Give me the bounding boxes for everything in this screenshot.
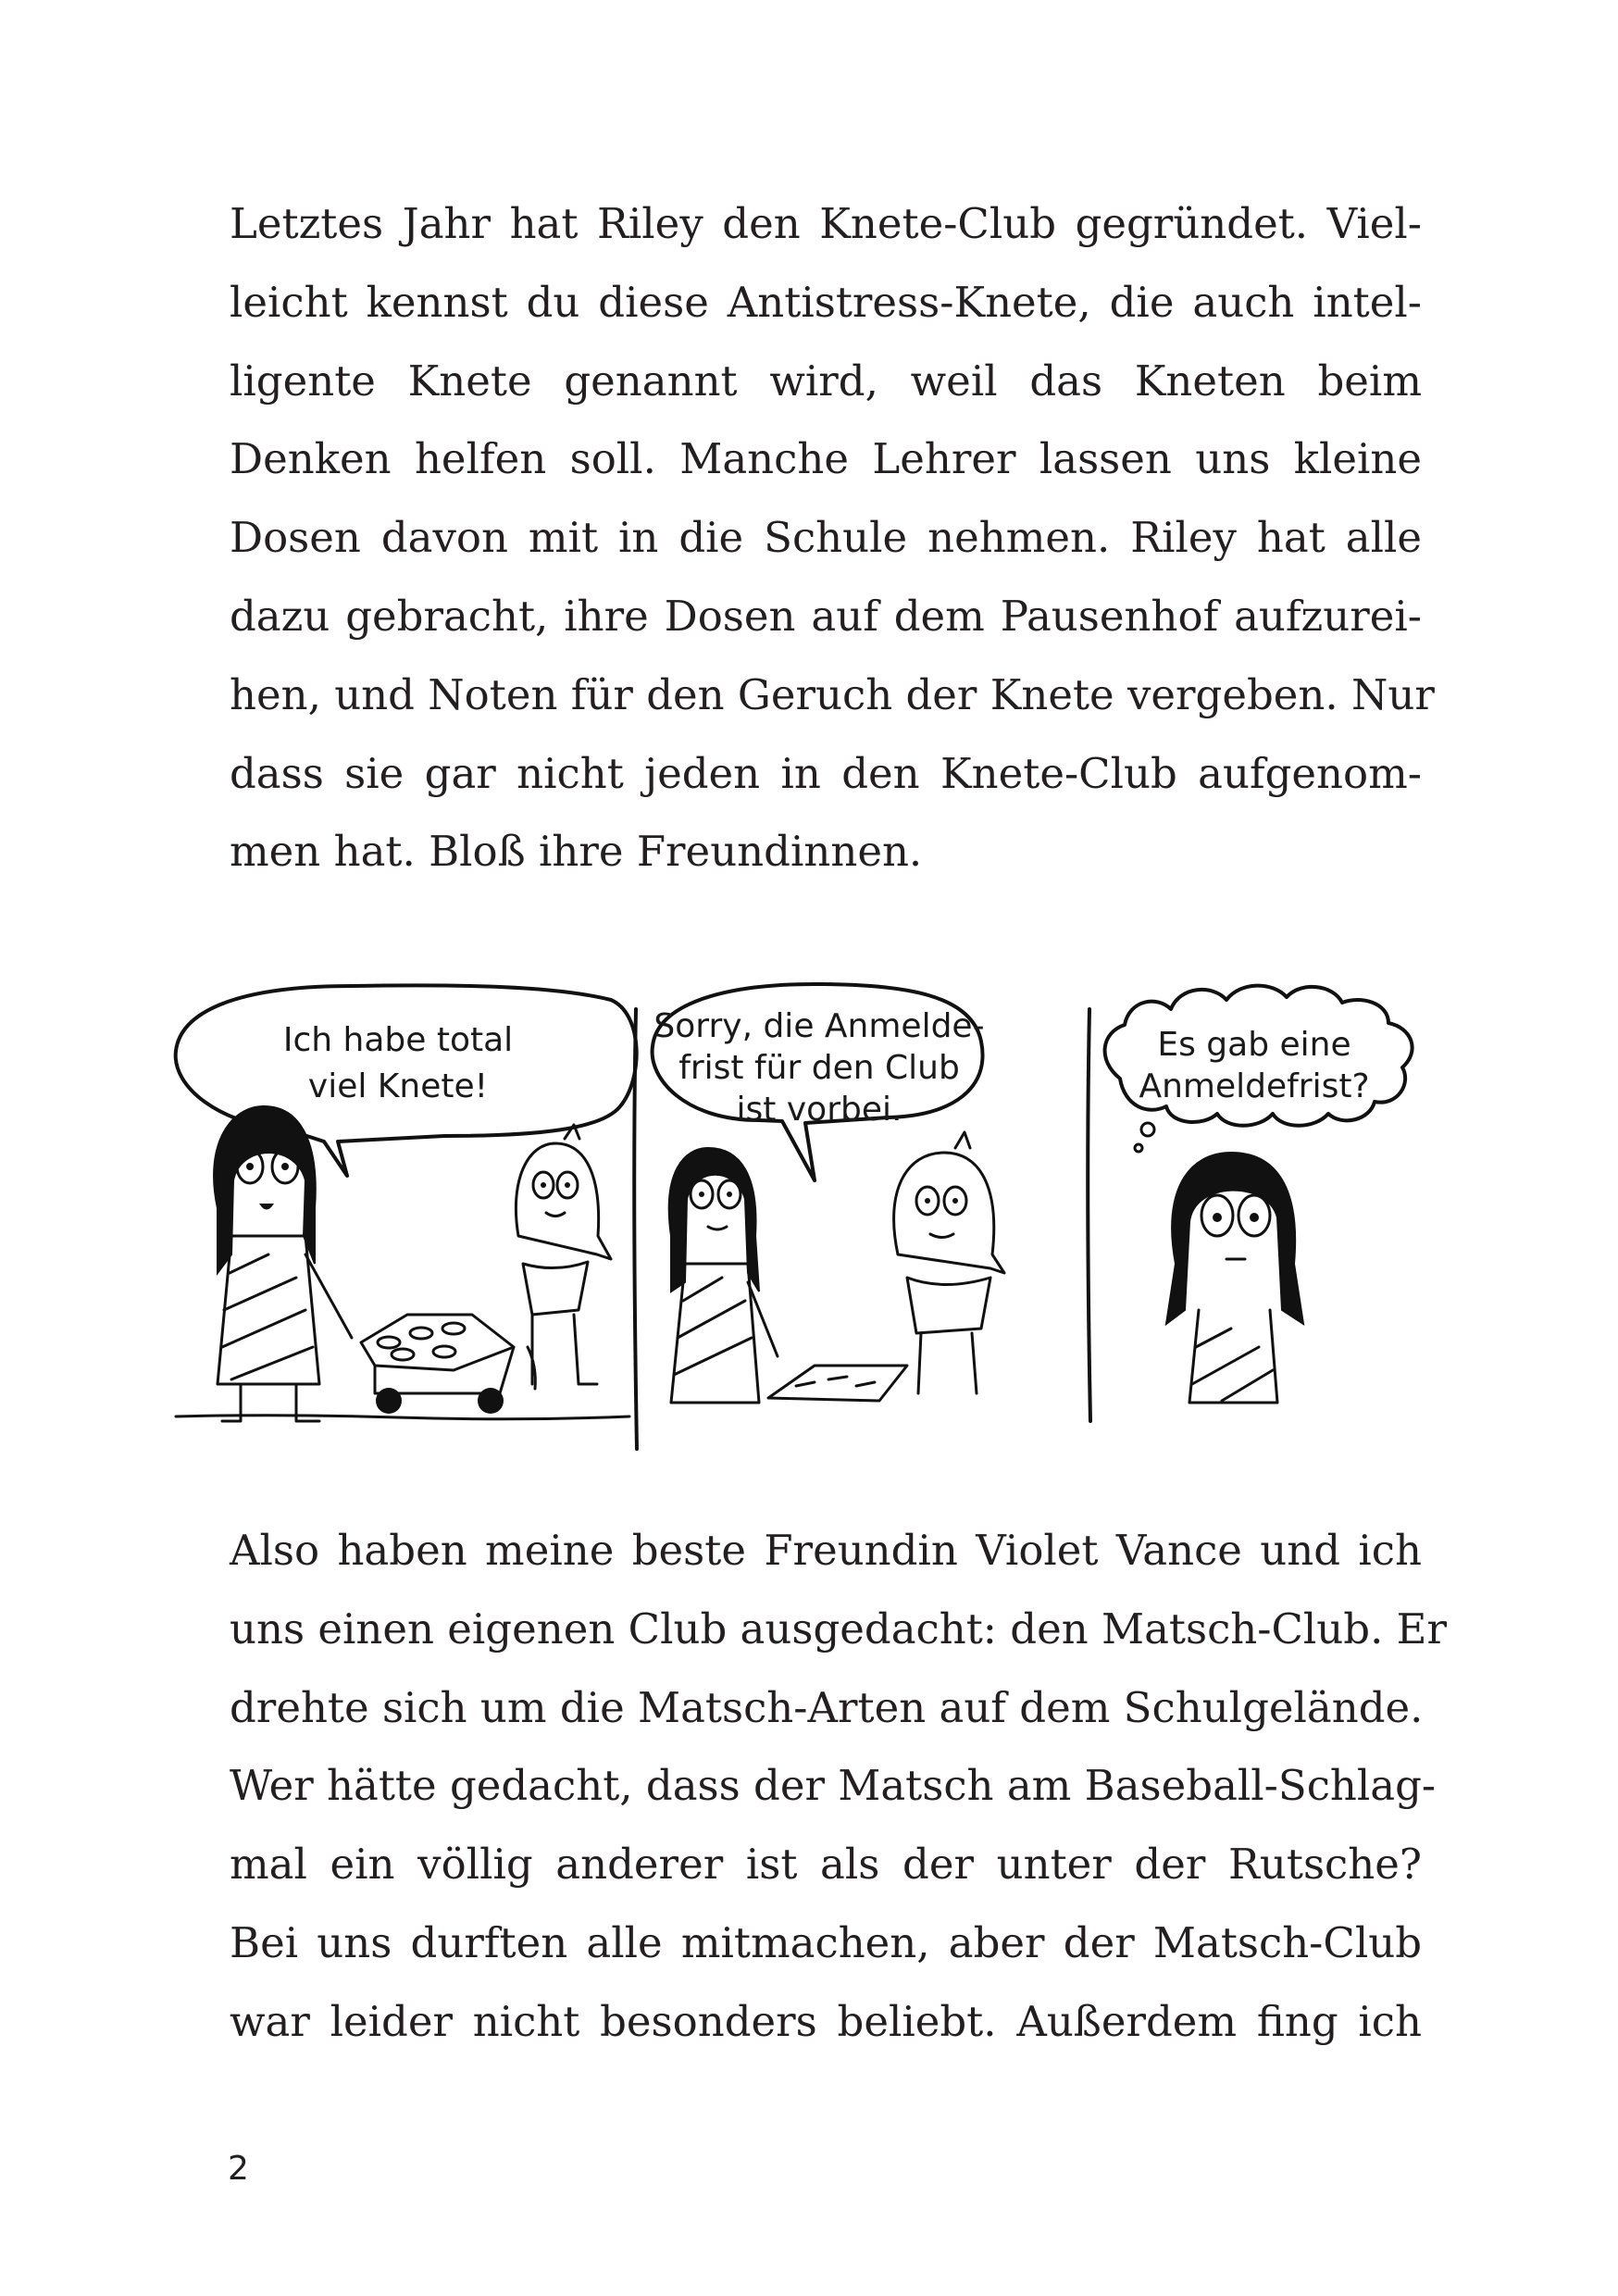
character-narrator — [1166, 1153, 1303, 1403]
paragraph-1 — [230, 185, 1435, 892]
text-line: Wer hätte gedacht, dass der Matsch am Baseball-Schlag- — [230, 1761, 1437, 1811]
bubble-line: ist vorbei. — [736, 1091, 902, 1129]
text-line: men hat. Bloß ihre Freundinnen. — [230, 827, 923, 877]
text-line: Dosen davon mit in die Schule nehmen. Riley hat alle — [230, 513, 1422, 563]
text-line: drehte sich um die Matsch-Arten auf dem Schulgelände. — [230, 1682, 1424, 1732]
text-line: Bei uns durften alle mitmachen, aber der Matsch-Club — [230, 1917, 1422, 1967]
text-line: uns einen eigenen Club ausgedacht: den Matsch-Club. Er — [230, 1603, 1448, 1653]
page-number: 2 — [228, 2150, 249, 2188]
ground-line — [176, 1416, 629, 1419]
comic-panel-3 — [1105, 986, 1413, 1403]
paragraph-2 — [230, 1512, 1448, 2062]
text-line: hen, und Noten für den Geruch der Knete vergeben. Nur — [230, 669, 1435, 719]
bubble-line: viel Knete! — [307, 1067, 489, 1105]
comic-panel-1 — [176, 985, 637, 1421]
text-line: dazu gebracht, ihre Dosen auf dem Pausenhof aufzurei- — [230, 591, 1422, 641]
bubble-line: Anmeldefrist? — [1139, 1067, 1370, 1105]
bubble-line: Es gab eine — [1157, 1026, 1351, 1064]
character-friend — [894, 1132, 1004, 1393]
character-riley — [669, 1148, 778, 1403]
text-line: mal ein völlig anderer ist als der unter der Rutsche? — [230, 1840, 1422, 1890]
text-line: Also haben meine beste Freundin Violet Vance und ich — [230, 1526, 1422, 1575]
text-line: Letztes Jahr hat Riley den Knete-Club gegründet. Viel- — [230, 199, 1422, 248]
bubble-line: Sorry, die Anmelde- — [653, 1007, 985, 1045]
character-friend — [516, 1125, 611, 1384]
bubble-line: Ich habe total — [282, 1021, 514, 1059]
bubble-line: frist für den Club — [678, 1049, 960, 1087]
text-line: leicht kennst du diese Antistress-Knete, die auch intel- — [230, 277, 1422, 327]
comic-panel-2 — [653, 984, 1004, 1403]
comic-strip — [167, 958, 1500, 1477]
text-line: war leider nicht besonders beliebt. Außerdem fing ich — [230, 1996, 1422, 2046]
text-line: ligente Knete genannt wird, weil das Kneten beim — [230, 356, 1422, 406]
text-line: Denken helfen soll. Manche Lehrer lassen uns kleine — [230, 434, 1422, 484]
text-line: dass sie gar nicht jeden in den Knete-Club aufgenom- — [230, 748, 1422, 798]
tray-illustration — [768, 1366, 907, 1401]
cart-illustration — [361, 1315, 535, 1414]
panel-divider — [1088, 1009, 1090, 1421]
